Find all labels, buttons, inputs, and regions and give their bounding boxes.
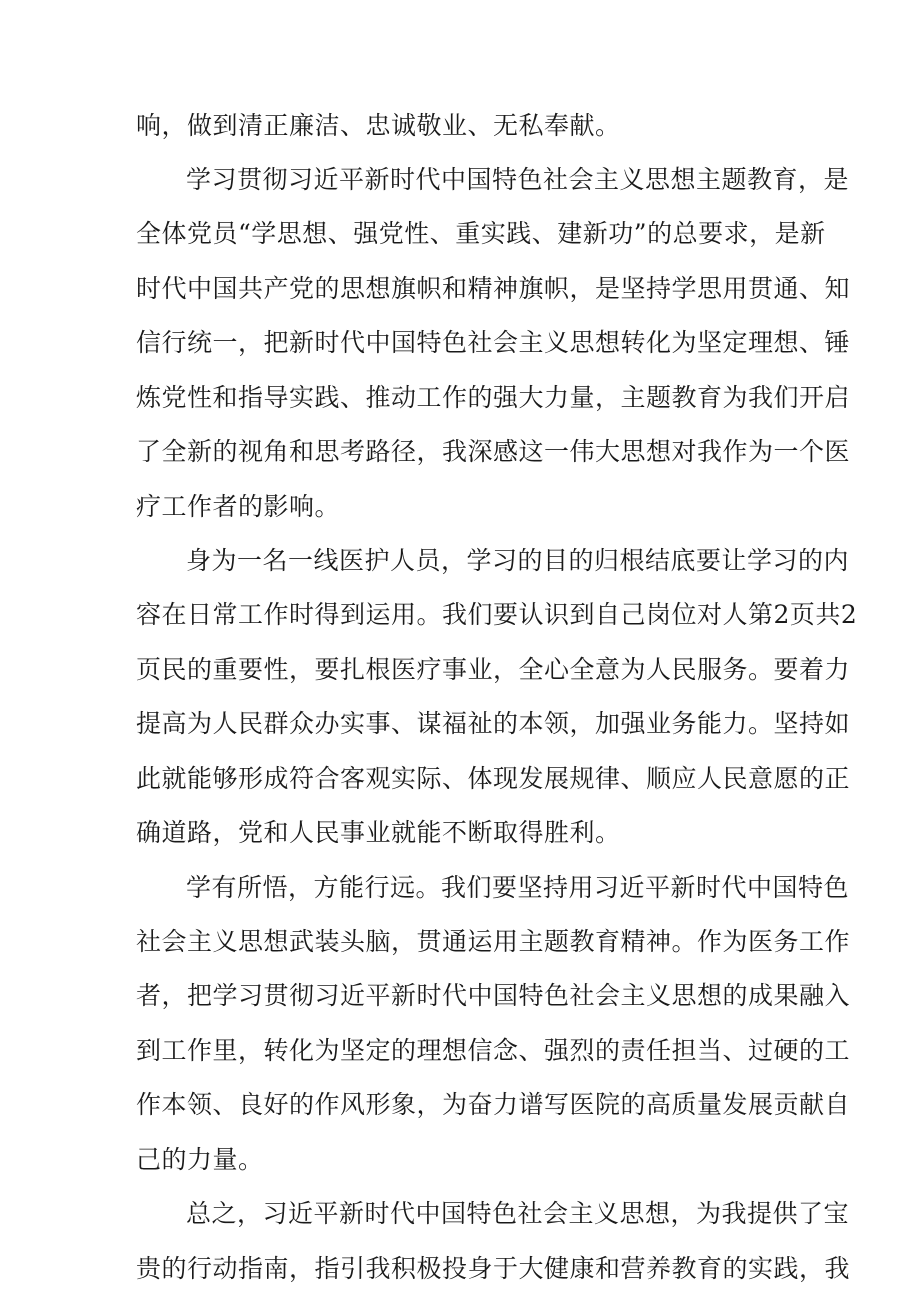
text-line: 到工作里，转化为坚定的理想信念、强烈的责任担当、过硬的工 [136, 1036, 851, 1065]
text-line: 此就能够形成符合客观实际、体现发展规律、顺应人民意愿的正 [136, 764, 851, 793]
text-line: 社会主义思想武装头脑，贯通运用主题教育精神。作为医务工作 [136, 927, 851, 956]
text-line: 学习贯彻习近平新时代中国特色社会主义思想主题教育，是 [186, 165, 850, 194]
text-line: 全体党员“学思想、强党性、重实践、建新功”的总要求，是新 [136, 219, 826, 248]
text-line: 学有所悟，方能行远。我们要坚持用习近平新时代中国特色 [186, 873, 850, 902]
text-line: 响，做到清正廉洁、忠诚敬业、无私奉献。 [136, 111, 621, 140]
text-line: 页民的重要性，要扎根医疗事业，全心全意为人民服务。要着力 [136, 655, 851, 684]
text-line: 贵的行动指南，指引我积极投身于大健康和营养教育的实践，我 [136, 1254, 851, 1283]
text-line: 炼党性和指导实践、推动工作的强大力量，主题教育为我们开启 [136, 383, 851, 412]
text-line: 了全新的视角和思考路径，我深感这一伟大思想对我作为一个医 [136, 437, 851, 466]
text-line: 提高为人民群众办实事、谋福祉的本领，加强业务能力。坚持如 [136, 709, 851, 738]
text-line: 容在日常工作时得到运用。我们要认识到自己岗位对人第2页共2 [136, 600, 858, 629]
text-line: 信行统一，把新时代中国特色社会主义思想转化为坚定理想、锤 [136, 328, 851, 357]
text-line: 时代中国共产党的思想旗帜和精神旗帜，是坚持学思用贯通、知 [136, 274, 851, 303]
text-line: 确道路，党和人民事业就能不断取得胜利。 [136, 818, 621, 847]
text-line: 者，把学习贯彻习近平新时代中国特色社会主义思想的成果融入 [136, 981, 851, 1010]
text-line: 作本领、良好的作风形象，为奋力谱写医院的高质量发展贡献自 [136, 1090, 851, 1119]
text-line: 疗工作者的影响。 [136, 492, 341, 521]
text-line: 总之，习近平新时代中国特色社会主义思想，为我提供了宝 [186, 1199, 850, 1228]
text-line: 身为一名一线医护人员，学习的目的归根结底要让学习的内 [186, 546, 850, 575]
text-line: 己的力量。 [136, 1145, 264, 1174]
